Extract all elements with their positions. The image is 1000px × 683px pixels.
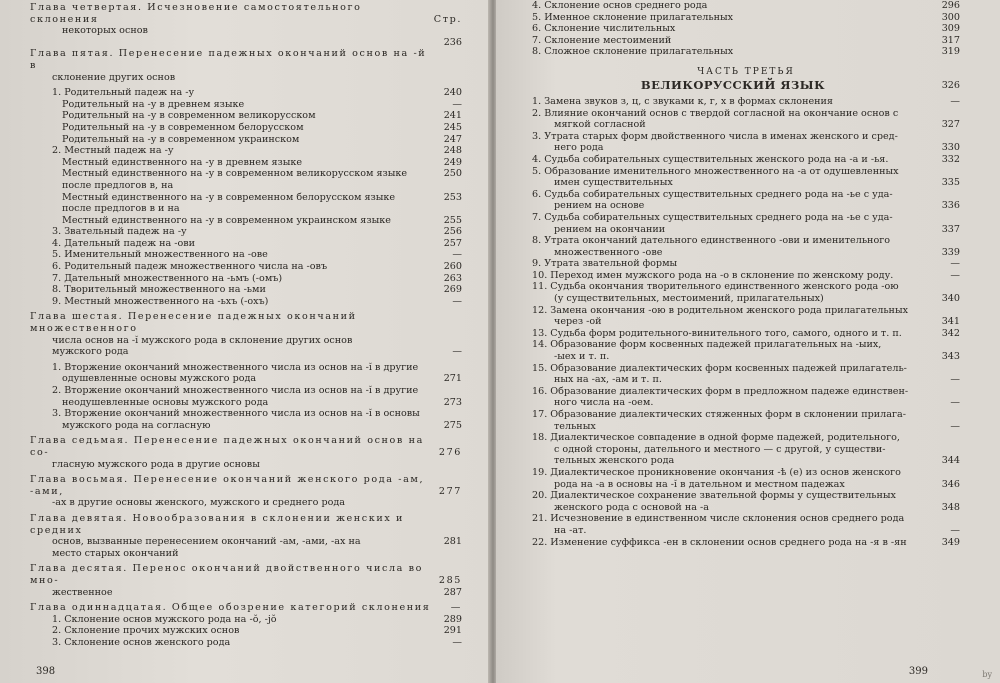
toc-row: [532, 0, 960, 12]
toc-entry-page: 337: [941, 223, 960, 235]
toc-entry-text: Местный единственного на -у в современном великорусском языке: [62, 168, 408, 180]
toc-entry-text: одушевленные основы мужского рода: [62, 373, 257, 385]
toc-row: [532, 108, 960, 120]
toc-row: [532, 537, 960, 549]
toc-entry-page: —: [950, 374, 960, 386]
toc-entry-page: 260: [443, 261, 462, 273]
toc-entry-page: 309: [941, 23, 960, 35]
toc-row: [30, 145, 462, 157]
toc-row: [532, 189, 960, 201]
toc-entry-text: Глава восьмая. Перенесение окончаний женского рода -ам, -ами,: [30, 474, 425, 497]
toc-entry-text: с одной стороны, дательного и местного — с другой, у существи-: [554, 443, 886, 455]
toc-entry-text: Глава седьмая. Перенесение падежных окончаний основ на со-: [30, 435, 424, 458]
toc-entry-page: 340: [941, 293, 960, 305]
toc-entry-page: —: [450, 602, 462, 614]
toc-entry-page: 349: [941, 536, 960, 548]
toc-entry-page: 281: [443, 536, 462, 548]
toc-entry-text: 13. Судьба форм родительного-винительного того, самого, одного и т. п.: [532, 327, 902, 339]
toc-entry-text: Местный единственного на -у в современном белорусском языке: [62, 191, 396, 203]
toc-entry-page: 317: [941, 34, 960, 46]
toc-row: [30, 420, 462, 432]
toc-entry-page: 275: [443, 419, 462, 431]
toc-entry-page: 255: [443, 214, 462, 226]
toc-row: [30, 110, 462, 122]
toc-row: [30, 203, 462, 215]
toc-row: [30, 87, 462, 99]
toc-entry-text: 4. Судьба собирательных существительных женского рода на -а и -ья.: [532, 153, 889, 165]
toc-entry-text: (у существительных, местоимений, прилагательных): [554, 293, 824, 305]
toc-entry-text: -ах в другие основы женского, мужского и среднего рода: [52, 497, 346, 509]
toc-entry-text: 22. Изменение суффикса -ен в склонении основ среднего рода на -я в -ян: [532, 536, 907, 548]
toc-row: [30, 168, 462, 180]
toc-entry-text: 14. Образование форм косвенных падежей прилагательных на -ыих,: [532, 339, 882, 351]
toc-row: [30, 548, 462, 560]
toc-entry-text: 3. Звательный падеж на -у: [52, 226, 187, 238]
toc-row: [532, 525, 960, 537]
toc-entry-text: после предлогов в, на: [62, 179, 174, 191]
toc-entry-text: 12. Замена окончания -ою в родительном женского рода прилагательных: [532, 304, 908, 316]
toc-entry-text: 8. Утрата окончаний дательного единственного -ови и именительного: [532, 235, 891, 247]
toc-row: [532, 270, 960, 282]
toc-row: [30, 122, 462, 134]
toc-row: [30, 311, 462, 334]
toc-entry-page: 341: [941, 316, 960, 328]
toc-entry-page: —: [950, 397, 960, 409]
toc-entry-text: 8. Творительный множественного на -ьми: [52, 284, 266, 296]
toc-row: [30, 261, 462, 273]
toc-entry-page: 241: [443, 110, 462, 122]
toc-row: [532, 305, 960, 317]
toc-entry-text: через -ой: [554, 316, 602, 328]
toc-row: [30, 99, 462, 111]
toc-row: [532, 235, 960, 247]
toc-row: [532, 409, 960, 421]
toc-entry-page: 342: [941, 327, 960, 339]
toc-entry-page: 247: [443, 133, 462, 145]
toc-row: [532, 131, 960, 143]
toc-entry-text: 1. Родительный падеж на -у: [52, 87, 195, 99]
toc-entry-text: 3. Утрата старых форм двойственного числа в именах женского и сред-: [532, 130, 898, 142]
toc-row: [30, 513, 462, 536]
toc-entry-text: 18. Диалектическое совпадение в одной форме падежей, родительного,: [532, 432, 900, 444]
toc-row: [30, 614, 462, 626]
toc-entry-page: —: [452, 98, 462, 110]
toc-row: [30, 335, 462, 347]
toc-entry-text: 1. Замена звуков з, ц, с звуками к, г, х в формах склонения: [532, 95, 833, 107]
toc-entry-text: Глава одиннадцатая. Общее обозрение категорий склонения: [30, 602, 431, 614]
toc-entry-page: 289: [443, 613, 462, 625]
toc-row: [30, 157, 462, 169]
toc-row: [30, 48, 462, 71]
toc-entry-text: 10. Переход имен мужского рода на -о в склонение по женскому роду.: [532, 269, 894, 281]
toc-row: [30, 435, 462, 458]
toc-entry-text: некоторых основ: [62, 25, 148, 37]
toc-entry-page: 332: [941, 153, 960, 165]
toc-row: [30, 284, 462, 296]
toc-row: [532, 35, 960, 47]
toc-row: [30, 408, 462, 420]
toc-entry-page: 348: [941, 501, 960, 513]
toc-row: [532, 490, 960, 502]
toc-row: [30, 226, 462, 238]
toc-entry-text: после предлогов в и на: [62, 203, 180, 215]
toc-entry-text: рода на -а в основы на -ĭ в дательном и местном падежах: [554, 478, 845, 490]
toc-row: [30, 238, 462, 250]
toc-row: [532, 200, 960, 212]
toc-row: [532, 154, 960, 166]
toc-entry-text: множественного -ове: [554, 246, 663, 258]
toc-entry-page: 276: [438, 446, 462, 458]
right-toc-list: [532, 96, 960, 548]
toc-entry-text: ного числа на -оем.: [554, 397, 654, 409]
toc-row: [532, 224, 960, 236]
toc-row: [532, 455, 960, 467]
toc-entry-page: 300: [941, 11, 960, 23]
toc-entry-page: 319: [941, 46, 960, 58]
toc-row: [30, 296, 462, 308]
watermark-stamp: by: [982, 670, 992, 679]
toc-entry-page: 344: [941, 455, 960, 467]
toc-row: [30, 497, 462, 509]
toc-entry-page: 240: [443, 87, 462, 99]
toc-entry-text: 21. Исчезновение в единственном числе склонения основ среднего рода: [532, 513, 905, 525]
left-page-number: 398: [36, 666, 56, 677]
toc-entry-page: 250: [443, 168, 462, 180]
toc-entry-text: тельных женского рода: [554, 455, 675, 467]
toc-entry-text: 17. Образование диалектических стяженных форм в склонении прилага-: [532, 409, 906, 420]
toc-row: [30, 346, 462, 358]
toc-entry-text: Глава шестая. Перенесение падежных окончаний множественного: [30, 311, 357, 335]
toc-row: [30, 373, 462, 385]
toc-entry-text: ных на -ах, -ам и т. п.: [554, 374, 662, 386]
toc-entry-text: 7. Склонение местоимений: [532, 34, 672, 46]
toc-entry-text: 9. Утрата звательной формы: [532, 258, 678, 270]
toc-entry-text: Родительный на -у в современном украинском: [62, 133, 300, 145]
toc-row: [532, 374, 960, 386]
toc-row: [532, 502, 960, 514]
toc-row: [532, 386, 960, 398]
toc-row: [532, 281, 960, 293]
toc-row: [30, 273, 462, 285]
toc-entry-page: 257: [443, 237, 462, 249]
toc-row: [532, 23, 960, 35]
toc-row: [30, 192, 462, 204]
left-page: [0, 0, 492, 683]
toc-row: [30, 385, 462, 397]
toc-entry-text: 19. Диалектическое проникновение окончания -ѣ (е) из основ женского: [532, 466, 901, 478]
toc-entry-text: 6. Склонение числительных: [532, 23, 676, 35]
toc-entry-text: 5. Образование именительного множественного на -а от одушевленных: [532, 165, 899, 177]
toc-entry-text: Родительный на -у в современном белорусском: [62, 121, 304, 133]
toc-row: [30, 72, 462, 84]
toc-entry-page: 256: [443, 226, 462, 238]
part-subtitle-row: [532, 78, 960, 92]
toc-entry-text: 4. Дательный падеж на -ови: [52, 237, 196, 249]
toc-entry-text: 8. Сложное склонение прилагательных: [532, 46, 734, 58]
toc-row: [532, 397, 960, 409]
left-toc: [30, 2, 462, 648]
part-title: ЧАСТЬ ТРЕТЬЯ: [697, 66, 795, 77]
toc-row: [532, 96, 960, 108]
toc-entry-text: рением на окончании: [554, 223, 666, 235]
right-page-number: 399: [908, 666, 928, 677]
toc-entry-text: Родительный на -у в современном великорусском: [62, 110, 316, 122]
toc-entry-page: 296: [941, 0, 960, 11]
toc-entry-text: тельных: [554, 420, 596, 432]
toc-entry-page: Стр.: [433, 13, 462, 25]
toc-entry-text: Местный единственного на -у в древнем языке: [62, 156, 303, 168]
right-page: [496, 0, 1000, 683]
toc-row: [532, 293, 960, 305]
toc-row: [532, 328, 960, 340]
toc-row: [532, 177, 960, 189]
part-subtitle: ВЕЛИКОРУССКИЙ ЯЗЫК: [640, 77, 826, 92]
toc-row: [532, 467, 960, 479]
toc-row: [30, 602, 462, 614]
toc-entry-text: Глава пятая. Перенесение падежных окончаний основ на -й в: [30, 48, 427, 71]
toc-row: [532, 444, 960, 456]
toc-entry-text: него рода: [554, 142, 604, 154]
toc-row: [30, 215, 462, 227]
toc-row: [532, 46, 960, 58]
toc-entry-page: 346: [941, 478, 960, 490]
toc-entry-text: склонение других основ: [52, 71, 176, 83]
toc-entry-page: —: [452, 636, 462, 648]
toc-entry-text: Глава десятая. Перенос окончаний двойственного числа во мно-: [30, 563, 424, 586]
toc-entry-text: рением на основе: [554, 200, 645, 212]
right-toc-top: [532, 0, 960, 58]
toc-entry-text: 5. Именительный множественного на -ове: [52, 249, 268, 261]
toc-entry-text: мужского рода на согласную: [62, 419, 211, 431]
toc-entry-text: гласную мужского рода в другие основы: [52, 458, 260, 470]
toc-entry-page: 253: [443, 191, 462, 203]
toc-entry-text: Местный единственного на -у в современном украинском языке: [62, 214, 391, 226]
toc-entry-page: 291: [443, 625, 462, 637]
toc-row: [30, 134, 462, 146]
toc-entry-text: 7. Судьба собирательных существительных среднего рода на -ье с уда-: [532, 211, 893, 223]
toc-entry-text: Глава девятая. Новообразования в склонении женских и средних: [30, 512, 405, 536]
toc-row: [532, 166, 960, 178]
toc-entry-page: 263: [443, 272, 462, 284]
toc-row: [30, 397, 462, 409]
toc-entry-page: —: [950, 420, 960, 432]
toc-entry-page: 285: [438, 574, 462, 586]
toc-row: [532, 513, 960, 525]
toc-entry-text: 2. Местный падеж на -у: [52, 145, 174, 157]
toc-entry-page: 249: [443, 156, 462, 168]
toc-entry-text: имен существительных: [554, 177, 673, 189]
toc-row: [532, 12, 960, 24]
toc-entry-text: мужского рода: [52, 346, 129, 358]
toc-entry-text: 2. Склонение прочих мужских основ: [52, 625, 240, 637]
toc-row: [30, 563, 462, 586]
toc-entry-page: —: [950, 258, 960, 270]
toc-row: [532, 119, 960, 131]
toc-entry-text: женского рода с основой на -а: [554, 501, 709, 513]
toc-entry-text: 3. Вторжение окончаний множественного числа из основ на -ĭ в основы: [52, 408, 420, 420]
toc-entry-page: —: [950, 95, 960, 107]
toc-entry-text: 1. Вторжение окончаний множественного числа из основ на -ĭ в другие: [52, 361, 419, 373]
toc-row: [532, 339, 960, 351]
toc-entry-text: 1. Склонение основ мужского рода на -ŏ, -jŏ: [52, 613, 277, 625]
toc-row: [532, 432, 960, 444]
toc-entry-page: 248: [443, 145, 462, 157]
toc-entry-text: 20. Диалектическое сохранение звательной формы у существительных: [532, 490, 896, 502]
toc-entry-text: неодушевленные основы мужского рода: [62, 396, 269, 408]
toc-entry-text: Родительный на -у в древнем языке: [62, 98, 245, 110]
toc-row: [30, 625, 462, 637]
toc-entry-page: 339: [941, 246, 960, 258]
toc-entry-text: 7. Дательный множественного на -ьмъ (-омъ): [52, 272, 283, 284]
toc-entry-page: 271: [443, 373, 462, 385]
toc-entry-text: 2. Влияние окончаний основ с твердой согласной на окончание основ с: [532, 107, 899, 119]
toc-entry-page: 343: [941, 351, 960, 363]
toc-entry-text: -ыех и т. п.: [554, 351, 610, 363]
toc-row: [30, 474, 462, 497]
toc-row: [30, 2, 462, 25]
right-toc: [532, 0, 960, 548]
toc-entry-text: 4. Склонение основ среднего рода: [532, 0, 708, 11]
toc-entry-text: 5. Именное склонение прилагательных: [532, 11, 734, 23]
toc-entry-page: —: [452, 295, 462, 307]
toc-entry-text: 6. Родительный падеж множественного числа на -овъ: [52, 261, 328, 273]
toc-entry-text: мягкой согласной: [554, 119, 646, 131]
toc-row: [532, 363, 960, 375]
toc-entry-page: 273: [443, 396, 462, 408]
toc-row: [30, 362, 462, 374]
toc-entry-text: 2. Вторжение окончаний множественного числа из основ на -ĭ в другие: [52, 385, 419, 396]
toc-entry-page: 327: [941, 119, 960, 131]
toc-row: [30, 536, 462, 548]
toc-entry-page: 277: [438, 485, 462, 497]
toc-entry-page: 287: [443, 586, 462, 598]
toc-entry-page: 330: [941, 142, 960, 154]
toc-entry-text: жественное: [52, 586, 113, 598]
toc-entry-text: Глава четвертая. Исчезновение самостоятельного склонения: [30, 2, 362, 25]
toc-entry-page: —: [452, 249, 462, 261]
toc-row: [30, 180, 462, 192]
toc-entry-page: —: [950, 269, 960, 281]
toc-entry-page: 336: [941, 200, 960, 212]
toc-entry-page: —: [950, 524, 960, 536]
toc-entry-text: основ, вызванные перенесением окончаний -ам, -ами, -ах на: [52, 536, 361, 548]
toc-row: [532, 316, 960, 328]
toc-entry-text: место старых окончаний: [52, 547, 179, 559]
toc-entry-page: 236: [443, 36, 462, 48]
toc-entry-page: 269: [443, 284, 462, 296]
toc-row: [532, 479, 960, 491]
toc-entry-page: —: [452, 346, 462, 358]
toc-row: [532, 258, 960, 270]
toc-entry-text: 11. Судьба окончания творительного единственного женского рода -ою: [532, 281, 899, 293]
toc-row: [30, 37, 462, 49]
toc-row: [30, 25, 462, 37]
toc-row: [30, 587, 462, 599]
toc-row: [532, 212, 960, 224]
toc-entry-text: 6. Судьба собирательных существительных среднего рода на -ье с уда-: [532, 188, 893, 200]
toc-entry-text: числа основ на -ĭ мужского рода в склонение других основ: [52, 334, 353, 346]
toc-entry-text: 3. Склонение основ женского рода: [52, 636, 231, 648]
toc-entry-text: на -ат.: [554, 524, 587, 536]
part-page: 326: [941, 80, 960, 92]
toc-entry-page: 335: [941, 177, 960, 189]
toc-row: [532, 247, 960, 259]
toc-entry-text: 9. Местный множественного на -ьхъ (-охъ): [52, 295, 269, 307]
toc-row: [30, 249, 462, 261]
toc-entry-page: 245: [443, 121, 462, 133]
toc-row: [532, 142, 960, 154]
toc-row: [532, 351, 960, 363]
toc-entry-text: 15. Образование диалектических форм косвенных падежей прилагатель-: [532, 362, 907, 374]
toc-entry-text: 16. Образование диалектических форм в предложном падеже единствен-: [532, 385, 909, 397]
toc-row: [30, 637, 462, 649]
toc-row: [30, 459, 462, 471]
toc-row: [532, 421, 960, 433]
